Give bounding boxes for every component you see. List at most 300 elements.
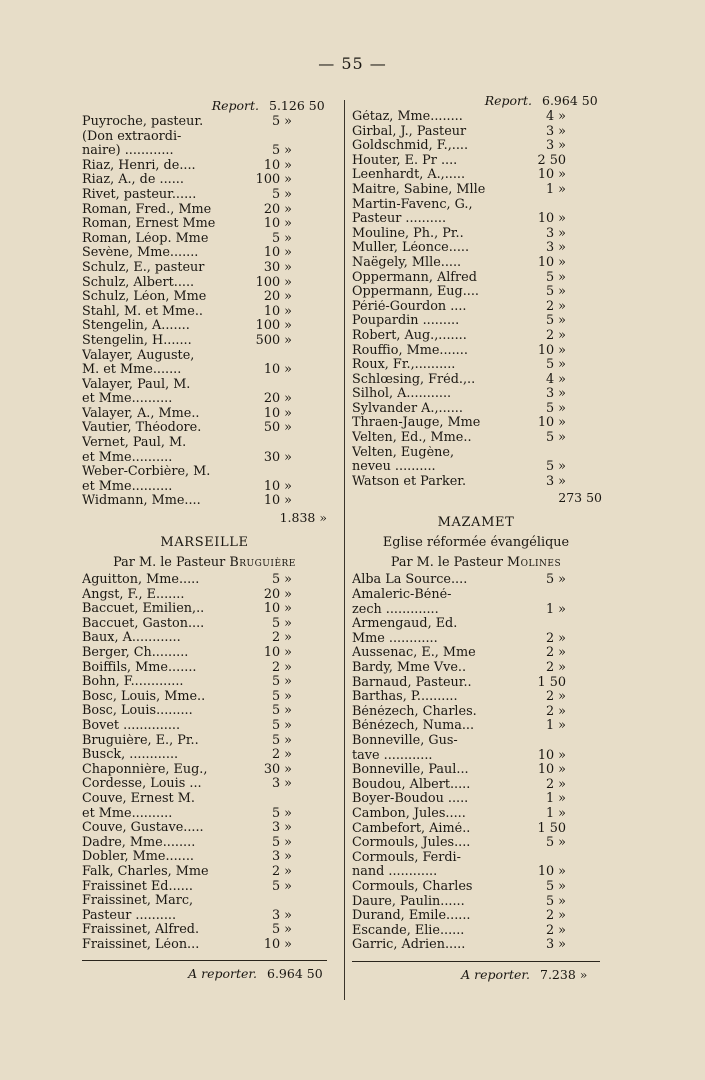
- donor-row: [82, 748, 327, 763]
- donor-amount: [242, 465, 296, 480]
- donor-amount: [512, 198, 570, 213]
- donor-name: Dadre, Mme........: [82, 835, 196, 850]
- right-subtotal: 273 50: [558, 490, 602, 506]
- donor-amount: 500 »: [255, 332, 292, 348]
- donor-row: [82, 115, 327, 130]
- donor-name: Baccuet, Gaston....: [82, 616, 205, 631]
- donor-name: Sylvander A.,......: [352, 401, 463, 416]
- donor-amount: 20 »: [263, 289, 292, 305]
- donor-row: [352, 734, 600, 749]
- donor-amount: 5 »: [545, 459, 566, 475]
- donor-row: [352, 285, 600, 300]
- donor-row: [352, 938, 600, 953]
- donor-row: [82, 850, 327, 865]
- donor-name: Cormouls, Jules....: [352, 836, 471, 851]
- donor-name: Robert, Aug.,.......: [352, 328, 467, 343]
- donor-amount: 2 »: [545, 298, 566, 314]
- donor-name: et Mme..........: [82, 806, 173, 821]
- donor-amount: 1 »: [545, 601, 566, 617]
- donor-amount: 3 »: [545, 123, 566, 139]
- donor-name: Schlœsing, Fréd.,..: [352, 372, 476, 387]
- donor-name: Boyer-Boudou .....: [352, 792, 469, 807]
- donor-amount: 5 »: [271, 143, 292, 159]
- donor-amount: 10 »: [263, 493, 292, 509]
- donor-amount: 2 »: [545, 776, 566, 792]
- donor-name: naire) ............: [82, 144, 174, 159]
- donor-name: Stengelin, H.......: [82, 333, 192, 348]
- donor-amount: 10 »: [263, 936, 292, 952]
- donor-row: [352, 431, 600, 446]
- donor-row: [352, 632, 600, 647]
- donor-name: Bénézech, Charles.: [352, 704, 477, 719]
- donor-name: Schulz, Léon, Mme: [82, 290, 207, 305]
- right-column: [352, 92, 600, 984]
- donor-row: [352, 475, 600, 490]
- donor-amount: 5 »: [545, 313, 566, 329]
- donor-row: [352, 792, 600, 807]
- donor-row: [352, 168, 600, 183]
- donor-row: [82, 646, 327, 661]
- donor-amount: 10 »: [263, 245, 292, 261]
- donor-row: [82, 159, 327, 174]
- donor-name: Velten, Eugène,: [352, 445, 455, 460]
- donor-amount: [512, 588, 570, 603]
- donor-name: Schulz, E., pasteur: [82, 260, 205, 275]
- donor-amount: 5 »: [545, 357, 566, 373]
- donor-row: [82, 436, 327, 451]
- donor-name: Bruguière, E., Pr..: [82, 733, 199, 748]
- donor-row: [82, 349, 327, 364]
- donor-amount: 2 »: [545, 645, 566, 661]
- donor-amount: 1 »: [545, 805, 566, 821]
- column-divider: [344, 100, 345, 1000]
- donor-row: [352, 154, 600, 169]
- donor-row: [82, 836, 327, 851]
- donor-name: Weber-Corbière, M.: [82, 465, 211, 480]
- donor-amount: 20 »: [263, 391, 292, 407]
- donor-amount: 5 »: [271, 572, 292, 588]
- right-section-subtitle-1: Eglise réformée évangélique: [382, 535, 570, 551]
- donor-row: [352, 329, 600, 344]
- donor-amount: 2 »: [545, 689, 566, 705]
- right-report-line: [352, 92, 600, 110]
- donor-row: [82, 173, 327, 188]
- donor-name: Oppermann, Eug....: [352, 285, 479, 300]
- left-subtotal: 1.838 »: [279, 510, 327, 526]
- page-number: — 55 —: [318, 54, 387, 73]
- donor-row: [352, 344, 600, 359]
- donor-amount: 3 »: [271, 776, 292, 792]
- donor-row: [352, 212, 600, 227]
- right-section-subtitle-2: [352, 553, 600, 573]
- donor-row: [82, 290, 327, 305]
- donor-row: [82, 480, 327, 495]
- donor-name: Fraissinet, Léon...: [82, 937, 200, 952]
- donor-amount: 1 »: [545, 791, 566, 807]
- donor-name: Stahl, M. et Mme..: [82, 304, 203, 319]
- donor-row: [82, 188, 327, 203]
- donor-name: Bénézech, Numa...: [352, 719, 475, 734]
- donor-row: [82, 319, 327, 334]
- donor-name: Berger, Ch.........: [82, 646, 189, 660]
- donor-amount: 5 »: [271, 615, 292, 631]
- donor-name: Mme ............: [352, 631, 438, 646]
- donor-amount: [242, 349, 296, 364]
- donor-name: neveu ..........: [352, 460, 436, 475]
- donor-name: zech .............: [352, 602, 439, 617]
- donor-name: Couve, Ernest M.: [82, 791, 195, 806]
- donor-name: Pasteur ..........: [82, 908, 177, 923]
- donor-name: Gétaz, Mme........: [352, 110, 463, 124]
- donor-amount: 3 »: [271, 907, 292, 923]
- donor-amount: 50 »: [263, 420, 292, 436]
- donor-row: [82, 704, 327, 719]
- donor-name: et Mme..........: [82, 479, 173, 494]
- donor-amount: 5 »: [271, 834, 292, 850]
- donor-amount: 10 »: [537, 342, 566, 358]
- donor-amount: 3 »: [271, 849, 292, 865]
- donor-row: [352, 139, 600, 154]
- donor-amount: 10 »: [537, 254, 566, 270]
- donor-name: Rouffio, Mme.......: [352, 343, 468, 358]
- donor-row: [82, 792, 327, 807]
- donor-name: Cambon, Jules.....: [352, 806, 466, 821]
- donor-row: [82, 144, 327, 159]
- donor-name: Boiffils, Mme.......: [82, 660, 197, 675]
- donor-name: Baccuet, Emilien,..: [82, 602, 205, 617]
- donor-name: Schulz, Albert.....: [82, 275, 195, 290]
- donor-amount: 1 »: [545, 718, 566, 734]
- donor-amount: 10 »: [263, 303, 292, 319]
- donor-name: (Don extraordi-: [82, 129, 182, 144]
- donor-name: Bovet ..............: [82, 718, 181, 733]
- donor-row: [352, 198, 600, 213]
- donor-row: [82, 573, 327, 588]
- donor-name: Barnaud, Pasteur..: [352, 675, 472, 690]
- donor-name: Couve, Gustave.....: [82, 821, 204, 836]
- donor-row: [82, 203, 327, 218]
- donor-row: [352, 924, 600, 939]
- donor-row: [82, 602, 327, 617]
- donor-name: Martin-Favenc, G.,: [352, 197, 473, 212]
- donor-name: Mouline, Ph., Pr..: [352, 226, 464, 241]
- donor-name: Angst, F., E.......: [82, 587, 185, 602]
- donor-amount: 4 »: [545, 109, 566, 124]
- donor-amount: 10 »: [537, 211, 566, 227]
- donor-name: Vautier, Théodore.: [82, 421, 202, 436]
- donor-name: Boudou, Albert.....: [352, 777, 471, 792]
- donor-name: Leenhardt, A.,.....: [352, 168, 466, 183]
- left-section-title: MARSEILLE: [160, 535, 249, 551]
- donor-row: [352, 387, 600, 402]
- donor-name: Barthas, P..........: [352, 690, 458, 705]
- donor-amount: 5 »: [271, 230, 292, 246]
- donor-amount: 5 »: [271, 922, 292, 938]
- donor-name: Vernet, Paul, M.: [82, 436, 187, 451]
- donor-amount: 10 »: [263, 405, 292, 421]
- donor-amount: 2 »: [545, 922, 566, 938]
- donor-name: Riaz, A., de ......: [82, 173, 184, 188]
- donor-name: Poupardin .........: [352, 314, 460, 329]
- donor-amount: 5 »: [271, 878, 292, 894]
- donor-row: [82, 232, 327, 247]
- donor-row: [82, 763, 327, 778]
- donor-row: [352, 822, 600, 837]
- donor-row: [352, 807, 600, 822]
- donor-amount: [512, 851, 570, 866]
- donor-row: [82, 880, 327, 895]
- donor-name: Naëgely, Mlle.....: [352, 255, 462, 270]
- donor-row: [82, 465, 327, 480]
- donor-name: Maitre, Sabine, Mlle: [352, 182, 486, 197]
- donor-name: Chaponnière, Eug.,: [82, 762, 208, 777]
- donor-row: [82, 392, 327, 407]
- donor-row: [352, 314, 600, 329]
- donor-amount: 30 »: [263, 449, 292, 465]
- right-section-sub-prefix: Par M. le Pasteur: [390, 555, 503, 571]
- donor-amount: 2 »: [271, 863, 292, 879]
- donor-amount: 2 »: [271, 630, 292, 646]
- donor-name: tave ............: [352, 748, 433, 763]
- donor-name: Roux, Fr.,..........: [352, 358, 456, 373]
- donor-name: Alba La Source....: [352, 573, 468, 588]
- donor-name: et Mme..........: [82, 450, 173, 465]
- donor-amount: 30 »: [263, 761, 292, 777]
- right-report-amount: 6.964 50: [542, 93, 598, 108]
- donor-row: [82, 807, 327, 822]
- right-section-sub-name: Molines: [507, 555, 562, 571]
- donor-amount: 5 »: [271, 674, 292, 690]
- donor-row: [82, 246, 327, 261]
- donor-row: [82, 451, 327, 466]
- left-column: [82, 97, 327, 983]
- donor-row: [352, 373, 600, 388]
- donor-row: [352, 300, 600, 315]
- donor-amount: 10 »: [263, 157, 292, 173]
- donor-name: Velten, Ed., Mme..: [352, 431, 472, 446]
- donor-row: [352, 851, 600, 866]
- left-reporter-line: [82, 960, 327, 983]
- donor-name: et Mme..........: [82, 392, 173, 407]
- donor-row: [82, 923, 327, 938]
- donor-name: Girbal, J., Pasteur: [352, 124, 467, 139]
- donor-row: [352, 460, 600, 475]
- donor-amount: [512, 734, 570, 749]
- donor-amount: 1 50: [537, 674, 566, 690]
- donor-row: [82, 305, 327, 320]
- donor-amount: 20 »: [263, 586, 292, 602]
- donor-row: [352, 256, 600, 271]
- left-reporter-amount: 6.964 50: [267, 966, 323, 982]
- donor-row: [352, 110, 600, 125]
- donor-row: [82, 261, 327, 276]
- donor-row: [352, 358, 600, 373]
- donor-row: [352, 183, 600, 198]
- donor-amount: [242, 436, 296, 451]
- donor-row: [352, 646, 600, 661]
- left-donor-list-b: [82, 573, 327, 952]
- donor-row: [82, 734, 327, 749]
- right-reporter-label: A reporter.: [461, 966, 531, 982]
- donor-row: [352, 573, 600, 588]
- donor-row: [352, 446, 600, 461]
- donor-row: [82, 617, 327, 632]
- donor-row: [352, 588, 600, 603]
- donor-row: [352, 690, 600, 705]
- donor-name: Fraissinet, Alfred.: [82, 923, 200, 938]
- donor-name: Aussenac, E., Mme: [352, 646, 476, 661]
- donor-name: Busck, ............: [82, 748, 179, 763]
- donor-amount: [242, 378, 296, 393]
- donor-row: [82, 894, 327, 909]
- donor-row: [82, 675, 327, 690]
- donor-name: Fraissinet, Marc,: [82, 894, 194, 909]
- donor-row: [352, 895, 600, 910]
- donor-name: Muller, Léonce.....: [352, 241, 470, 256]
- donor-amount: 2 »: [271, 659, 292, 675]
- donor-amount: [512, 617, 570, 632]
- donor-name: Pasteur ..........: [352, 212, 447, 227]
- donor-row: [352, 763, 600, 778]
- donor-name: Stengelin, A.......: [82, 319, 190, 334]
- donor-amount: 2 »: [545, 908, 566, 924]
- left-section-sub-prefix: Par M. le Pasteur: [113, 555, 226, 571]
- donor-name: Fraissinet Ed......: [82, 879, 193, 894]
- donor-amount: 5 »: [271, 805, 292, 821]
- donor-amount: 5 »: [271, 732, 292, 748]
- donor-amount: 10 »: [263, 216, 292, 232]
- donor-row: [82, 777, 327, 792]
- donor-row: [82, 661, 327, 676]
- donor-row: [352, 836, 600, 851]
- donor-row: [352, 909, 600, 924]
- donor-name: Oppermann, Alfred: [352, 270, 477, 285]
- donor-name: Dobler, Mme.......: [82, 850, 194, 865]
- donor-row: [352, 676, 600, 691]
- donor-amount: 3 »: [545, 225, 566, 241]
- donor-amount: 100 »: [255, 274, 292, 290]
- donor-row: [82, 407, 327, 422]
- donor-amount: 2 »: [271, 747, 292, 763]
- donor-row: [352, 402, 600, 417]
- donor-amount: 2 »: [545, 660, 566, 675]
- donor-name: Thraen-Jauge, Mme: [352, 416, 481, 431]
- donor-name: Armengaud, Ed.: [352, 617, 458, 632]
- donor-name: Cambefort, Aimé..: [352, 821, 471, 836]
- donor-row: [82, 821, 327, 836]
- donor-amount: 10 »: [263, 478, 292, 494]
- donor-row: [82, 865, 327, 880]
- donor-name: Houter, E. Pr ....: [352, 153, 458, 168]
- donor-amount: 5 »: [545, 430, 566, 446]
- donor-amount: 10 »: [263, 645, 292, 660]
- donor-amount: 30 »: [263, 259, 292, 275]
- donor-amount: 5 »: [271, 717, 292, 733]
- donor-row: [352, 719, 600, 734]
- donor-row: [352, 778, 600, 793]
- donor-amount: 5 »: [545, 572, 566, 588]
- donor-amount: 5 »: [545, 835, 566, 851]
- donor-amount: 2 »: [545, 630, 566, 646]
- donor-row: [82, 363, 327, 378]
- donor-amount: 5 »: [271, 688, 292, 704]
- right-reporter-line: [352, 961, 600, 984]
- donor-row: [82, 217, 327, 232]
- donor-amount: 2 50: [537, 152, 566, 168]
- donor-amount: 5 »: [545, 284, 566, 300]
- donor-name: Bonneville, Gus-: [352, 733, 458, 748]
- donor-row: [352, 617, 600, 632]
- donor-amount: 20 »: [263, 201, 292, 217]
- donor-amount: 2 »: [545, 327, 566, 343]
- donor-name: Daure, Paulin......: [352, 894, 465, 909]
- donor-row: [82, 631, 327, 646]
- donor-amount: 3 »: [545, 937, 566, 953]
- donor-name: Sevène, Mme.......: [82, 246, 199, 261]
- donor-name: Riaz, Henri, de....: [82, 158, 196, 173]
- donor-name: Bosc, Louis, Mme..: [82, 689, 206, 704]
- donor-amount: 3 »: [545, 386, 566, 402]
- donor-name: Widmann, Mme....: [82, 494, 201, 509]
- donor-row: [82, 334, 327, 349]
- left-donor-list-a: [82, 115, 327, 509]
- donor-row: [352, 241, 600, 256]
- left-reporter-label: A reporter.: [188, 966, 258, 982]
- donor-name: Falk, Charles, Mme: [82, 864, 209, 879]
- donor-row: [82, 690, 327, 705]
- donor-amount: 100 »: [255, 172, 292, 188]
- donor-name: Durand, Emile......: [352, 909, 471, 924]
- donor-row: [82, 130, 327, 145]
- donor-row: [82, 909, 327, 924]
- donor-amount: 10 »: [263, 601, 292, 617]
- donor-name: Goldschmid, F.,....: [352, 139, 469, 154]
- donor-name: Escande, Elie......: [352, 923, 465, 938]
- donor-amount: 10 »: [537, 167, 566, 183]
- donor-amount: [242, 894, 296, 909]
- donor-row: [352, 749, 600, 764]
- right-reporter-amount: 7.238 »: [540, 966, 588, 982]
- donor-amount: 1 »: [545, 181, 566, 197]
- donor-name: Bosc, Louis.........: [82, 704, 193, 719]
- donor-amount: 3 »: [545, 473, 566, 489]
- right-donor-list-b: [352, 573, 600, 952]
- donor-name: Périé-Gourdon ....: [352, 299, 467, 314]
- donor-name: Bonneville, Paul...: [352, 763, 469, 778]
- donor-amount: 3 »: [545, 138, 566, 154]
- donor-amount: [512, 446, 570, 461]
- donor-row: [82, 719, 327, 734]
- donor-amount: 5 »: [271, 703, 292, 719]
- donor-amount: 5 »: [545, 878, 566, 894]
- donor-amount: 5 »: [545, 400, 566, 416]
- donor-row: [82, 494, 327, 509]
- donor-amount: 3 »: [545, 240, 566, 256]
- donor-name: Garric, Adrien.....: [352, 938, 466, 953]
- donor-row: [352, 125, 600, 140]
- left-section-sub-name: Bruguière: [229, 555, 296, 571]
- donor-row: [82, 378, 327, 393]
- right-section-title: MAZAMET: [437, 515, 515, 531]
- donor-row: [352, 705, 600, 720]
- donor-name: Cordesse, Louis ...: [82, 777, 202, 792]
- donor-amount: 4 »: [545, 371, 566, 387]
- donor-name: nand ............: [352, 865, 438, 880]
- donor-row: [82, 276, 327, 291]
- left-report-amount: 5.126 50: [269, 98, 325, 113]
- donor-amount: 10 »: [537, 864, 566, 880]
- donor-name: Baux, A............: [82, 631, 181, 646]
